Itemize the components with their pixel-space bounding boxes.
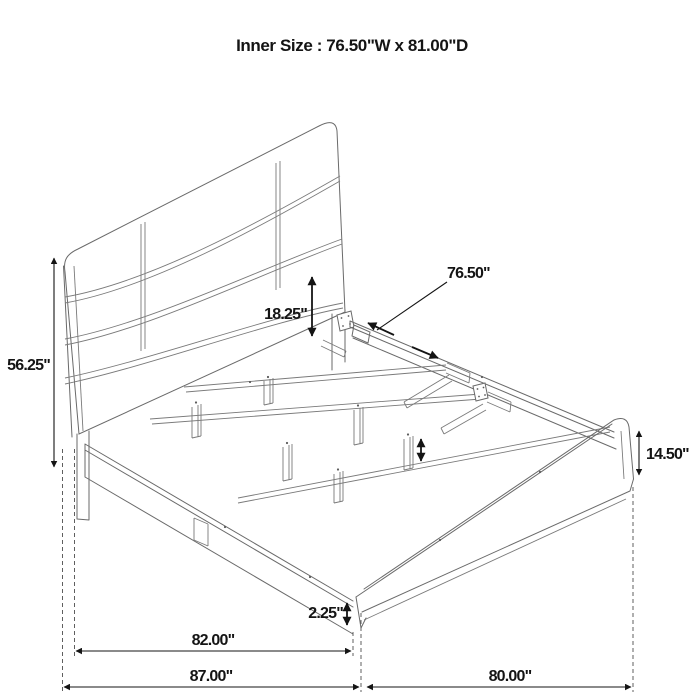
screw-dot: [195, 401, 197, 403]
support-leg-5: [334, 471, 343, 503]
dim-inner-width-arrow-head-end: [368, 323, 394, 335]
footboard-inner-top-edge: [356, 424, 612, 597]
screw-dot: [337, 468, 339, 470]
screw-dot: [309, 576, 311, 578]
bracket-hole: [348, 315, 350, 317]
bed-frame: [85, 321, 616, 634]
headboard-seam-1: [141, 222, 145, 351]
headboard-panel-outline: [65, 123, 345, 434]
support-rail-b-end: [487, 392, 511, 412]
screw-dot: [539, 471, 541, 473]
footboard-end-face: [621, 431, 624, 479]
screw-dot: [407, 433, 409, 435]
dim-inner-width-label: 76.50": [447, 265, 490, 282]
headboard: [64, 123, 371, 520]
dim-inner-width-arrow-foot-end: [412, 347, 438, 358]
dim-overall-depth-label: 87.00": [189, 668, 233, 685]
bracket-hole: [341, 317, 343, 319]
screw-dot: [357, 404, 359, 406]
dim-slat-depth-label: 82.00": [191, 632, 235, 649]
bracket-hole: [477, 388, 479, 390]
headboard-channel-1: [65, 176, 340, 297]
support-rail-a: [184, 365, 446, 392]
dim-bottom-gap-label: 2.25": [308, 605, 343, 622]
bracket-hole: [484, 394, 486, 396]
footboard: [356, 419, 634, 628]
dim-panel-to-rail-label: 18.25": [264, 306, 307, 323]
dim-headboard-height-label: 56.25": [7, 357, 50, 374]
support-leg-2: [264, 378, 273, 405]
support-rail-c: [238, 427, 610, 503]
headboard-left-leg: [77, 431, 89, 520]
screw-dot: [267, 376, 269, 378]
diagram-title: Inner Size : 76.50"W x 81.00"D: [236, 36, 468, 55]
dim-inner-width-leader: [377, 282, 447, 330]
support-rail-b: [150, 394, 481, 424]
bracket-hole: [483, 387, 485, 389]
dim-overall-width-label: 80.00": [488, 668, 532, 685]
screw-dot: [286, 442, 288, 444]
screw-dot: [249, 381, 251, 383]
headboard-seam-2: [276, 161, 280, 290]
screw-dot: [224, 526, 226, 528]
cross-stub-b: [441, 404, 486, 434]
bracket-hole: [478, 396, 480, 398]
headboard-back-edge: [64, 266, 73, 437]
dim-footboard-height-label: 14.50": [646, 446, 689, 463]
head-cross-stub: [321, 340, 346, 357]
screw-dot: [481, 376, 483, 378]
screw-dot: [439, 539, 441, 541]
support-leg-3: [283, 444, 292, 481]
bracket-hole: [342, 325, 344, 327]
headboard-left-thickness: [74, 266, 83, 431]
footboard-plinth-line: [364, 499, 626, 620]
rail-b-bracket: [473, 383, 488, 401]
support-leg-4: [354, 407, 363, 445]
